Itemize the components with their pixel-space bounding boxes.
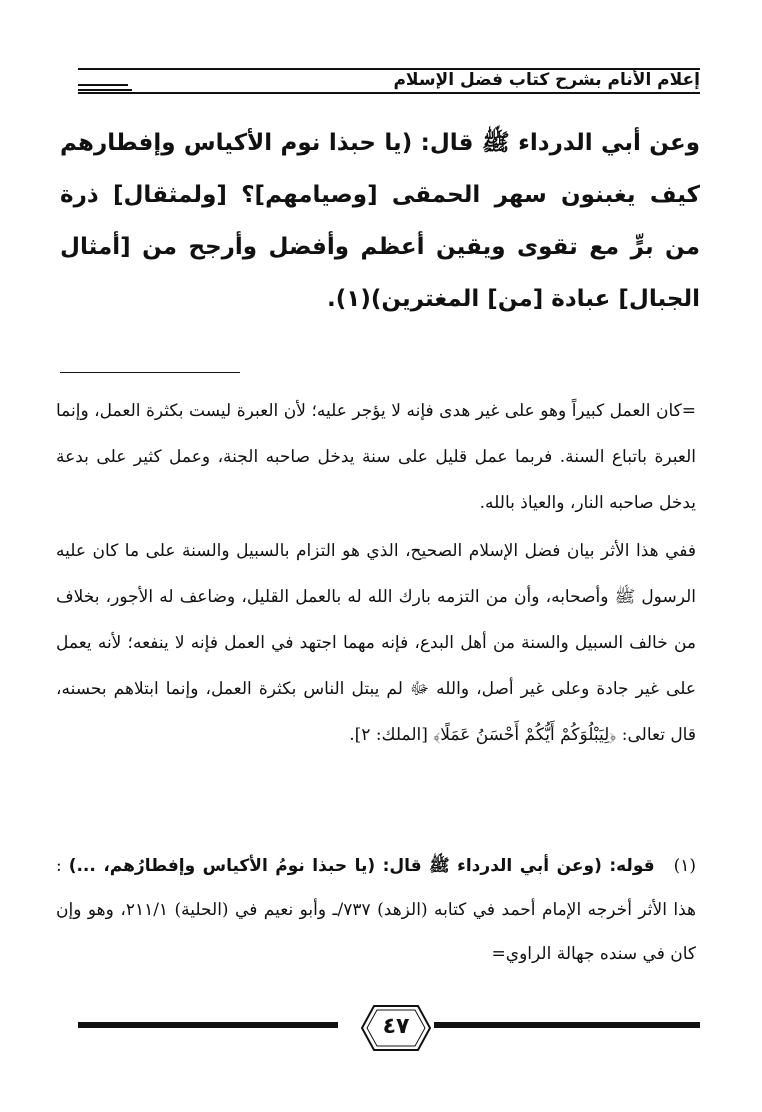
page-number: ٤٧ bbox=[382, 1014, 410, 1039]
header-ornament-line bbox=[78, 84, 128, 86]
footer-rule-left bbox=[78, 1022, 338, 1028]
main-quote bbox=[60, 117, 700, 325]
main-quote-text: وعن أبي الدرداء ﷺ قال: (يا حبذا نوم الأكياس وإفطارهم كيف يغبنون سهر الحمقى [وصيامهم]؟ [ولمثقال] ذرة من برٍّ مع تقوى ويقين أعظم وأفضل وأرجح من [أمثال الجبال] عبادة [من] المغترين)(١). bbox=[60, 130, 700, 312]
header-ornament-line-2 bbox=[78, 89, 132, 91]
footnote-number: (١) bbox=[673, 856, 696, 876]
commentary-paragraph-2: ففي هذا الأثر بيان فضل الإسلام الصحيح، الذي هو التزام بالسبيل والسنة على ما كان عليه الرسول ﷺ وأصحابه، وأن من التزمه بارك الله له بالعمل القليل، وضاعف له الأجور، بخلاف من خالف السبيل والسنة من أهل البدع، فإنه مهما اجتهد في العمل فإنه لا ينفعه؛ لأنه يعمل على غير جادة وعلى غير أصل، والله ﷻ لم يبتل الناس بكثرة العمل، وإنما ابتلاهم بحسنه، قال تعالى: ﴿لِيَبْلُوَكُمْ أَيُّكُمْ أَحْسَنُ عَمَلًا﴾ [الملك: ٢]. bbox=[56, 541, 696, 745]
footnote-text: : هذا الأثر أخرجه الإمام أحمد في كتابه (الزهد) ٧٣٧/ـ وأبو نعيم في (الحلية) ٢١١/١، وهو وإن كان في سنده جهالة الراوي= bbox=[56, 856, 696, 964]
footnote bbox=[56, 844, 696, 976]
page-footer bbox=[78, 1004, 700, 1054]
header-title: إعلام الأنام بشرح كتاب فضل الإسلام bbox=[393, 70, 700, 90]
page-number-badge bbox=[360, 1004, 432, 1052]
running-header bbox=[78, 62, 700, 102]
footnote-divider bbox=[60, 372, 240, 373]
commentary-paragraph-1: =كان العمل كبيراً وهو على غير هدى فإنه لا يؤجر عليه؛ لأن العبرة ليست بكثرة العمل، وإنما العبرة باتباع السنة. فربما عمل قليل على سنة يدخل صاحبه الجنة، وعمل كثير على بدعة يدخل صاحبه النار، والعياذ بالله. bbox=[56, 401, 696, 513]
header-rule-bottom bbox=[78, 92, 700, 94]
footnote-lead: قوله: (وعن أبي الدرداء ﷺ قال: (يا حبذا نومُ الأكياس وإفطارُهم، ...) bbox=[68, 856, 655, 876]
footer-rule-right bbox=[434, 1022, 700, 1028]
commentary bbox=[56, 388, 696, 758]
